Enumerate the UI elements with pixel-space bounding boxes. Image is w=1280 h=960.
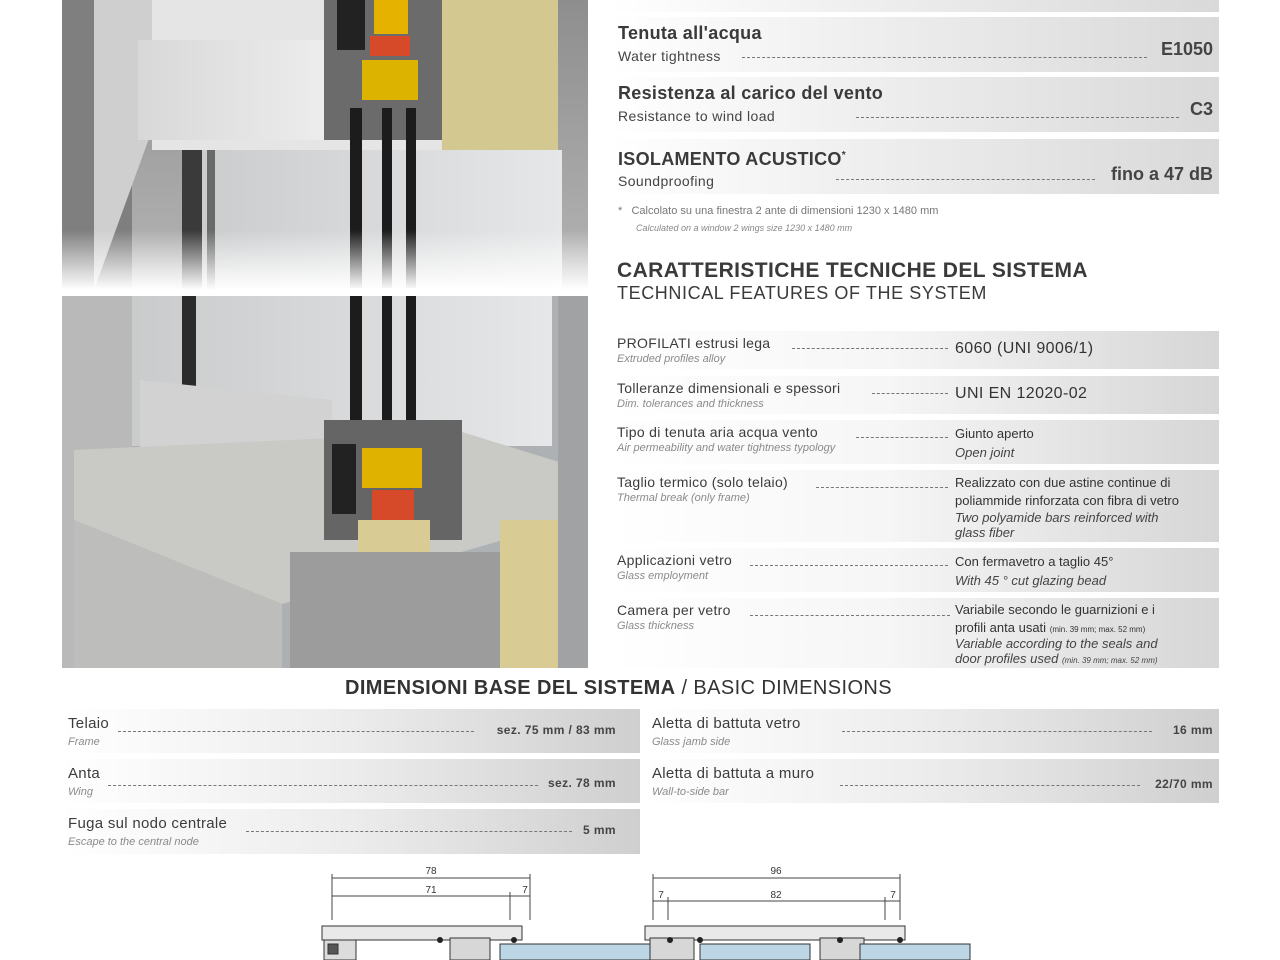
performance-label-it: Resistenza al carico del vento: [618, 83, 884, 103]
tech-label-it: Camera per vetro: [617, 602, 731, 618]
dimension-label-it: Aletta di battuta vetro: [652, 715, 801, 732]
dimension-row-central-node: [62, 809, 640, 854]
tech-row-glass-thickness: [612, 598, 1219, 668]
tech-label-it: PROFILATI estrusi lega: [617, 335, 771, 351]
dotted-leader: [118, 731, 474, 732]
tech-value-en-line: door profiles used (min. 39 mm; max. 52 mm): [955, 651, 1158, 666]
dimension-label-it: Telaio: [68, 715, 109, 732]
dimension-label-it: Aletta di battuta a muro: [652, 765, 815, 782]
dotted-leader: [750, 615, 950, 616]
footnote-it: * Calcolato su una finestra 2 ante di dimensioni 1230 x 1480 mm: [618, 205, 939, 217]
drawing-label: 96: [770, 866, 782, 877]
dimension-label-en: Glass jamb side: [652, 736, 731, 748]
tech-value: 6060 (UNI 9006/1): [955, 340, 1094, 357]
tech-label-it: Applicazioni vetro: [617, 552, 733, 568]
tech-value-en: Open joint: [955, 445, 1015, 460]
dotted-leader: [792, 348, 948, 349]
performance-value: C3: [1189, 99, 1213, 119]
tech-value-line: Realizzato con due astine continue di: [955, 475, 1171, 490]
tech-label-en: Dim. tolerances and thickness: [617, 398, 764, 410]
dimension-label-it: Anta: [68, 765, 101, 782]
dimension-value: sez. 75 mm / 83 mm: [496, 723, 616, 737]
performance-row-partial: [612, 0, 1219, 12]
dotted-leader: [842, 731, 1152, 732]
tech-value-en-line: glass fiber: [955, 525, 1015, 540]
drawing-label: 71: [425, 885, 437, 896]
dimension-value: 16 mm: [1172, 723, 1213, 737]
tech-row-tolerances: [612, 376, 1219, 414]
tech-label-en: Glass thickness: [617, 620, 695, 632]
dimension-label-it: Fuga sul nodo centrale: [68, 815, 228, 832]
tech-value-en-line: Two polyamide bars reinforced with: [955, 510, 1159, 525]
performance-label-en: Soundproofing: [618, 173, 715, 189]
dimension-row-frame: [62, 709, 640, 753]
tech-row-seal-type: [612, 420, 1219, 464]
performance-row-acoustic: [612, 139, 1219, 194]
tech-label-en: Air permeability and water tightness typology: [617, 442, 836, 454]
tech-value-en-line: Variable according to the seals and: [955, 636, 1158, 651]
tech-value-line: poliammide rinforzata con fibra di vetro: [955, 493, 1179, 508]
dotted-leader: [816, 487, 948, 488]
drawing-label: 82: [770, 890, 782, 901]
dimension-row-wing: [62, 759, 640, 803]
tech-value: UNI EN 12020-02: [955, 385, 1088, 402]
tech-label-en: Extruded profiles alloy: [617, 353, 726, 365]
drawing-label: 7: [890, 890, 896, 901]
dimension-row-wall-bar: [646, 759, 1219, 803]
performance-value: E1050: [1160, 39, 1213, 59]
performance-label-en: Water tightness: [618, 48, 721, 64]
performance-value: fino a 47 dB: [1110, 164, 1213, 184]
tech-value-line: profili anta usati (min. 39 mm; max. 52 mm): [955, 620, 1146, 635]
dimension-label-en: Wing: [68, 786, 93, 798]
dotted-leader: [856, 117, 1179, 118]
dimension-label-en: Escape to the central node: [68, 836, 199, 848]
tech-label-it: Tolleranze dimensionali e spessori: [617, 380, 841, 396]
dimension-label-en: Frame: [68, 736, 100, 748]
performance-label-en: Resistance to wind load: [618, 108, 776, 124]
footnote-marker: *: [841, 150, 846, 161]
tech-row-alloy: [612, 331, 1219, 369]
drawing-label: 7: [658, 890, 664, 901]
dimension-value: 22/70 mm: [1155, 777, 1213, 791]
dimension-label-en: Wall-to-side bar: [652, 786, 729, 798]
dimension-value: 5 mm: [583, 823, 616, 837]
basic-dimensions-title: DIMENSIONI BASE DEL SISTEMA / BASIC DIMENSIONS: [345, 677, 893, 699]
dotted-leader: [856, 437, 948, 438]
tech-value-en: With 45 ° cut glazing bead: [955, 573, 1107, 588]
dotted-leader: [246, 831, 572, 832]
tech-label-en: Glass employment: [617, 570, 709, 582]
footnote-en: Calculated on a window 2 wings size 1230 x 1480 mm: [636, 223, 853, 233]
performance-label-it: ISOLAMENTO ACUSTICO*: [618, 149, 846, 169]
dimension-value: sez. 78 mm: [547, 776, 616, 790]
tech-value: Con fermavetro a taglio 45°: [955, 554, 1114, 569]
tech-row-thermal-break: [612, 470, 1219, 542]
profile-section-drawing: [300, 860, 990, 960]
performance-row-water: [612, 17, 1219, 72]
window-section-illustration: [62, 0, 588, 668]
dotted-leader: [872, 393, 948, 394]
tech-value: Giunto aperto: [955, 426, 1034, 441]
performance-label-it: Tenuta all'acqua: [618, 23, 762, 43]
tech-row-glass-employment: [612, 548, 1219, 592]
performance-row-wind: [612, 77, 1219, 132]
dimension-row-glass-jamb: [646, 709, 1219, 753]
drawing-label: 78: [425, 866, 437, 877]
technical-features-title: CARATTERISTICHE TECNICHE DEL SISTEMA: [617, 259, 1088, 282]
dotted-leader: [750, 565, 948, 566]
dotted-leader: [840, 785, 1140, 786]
dotted-leader: [108, 785, 538, 786]
tech-label-it: Taglio termico (solo telaio): [617, 474, 789, 490]
tech-value-line: Variabile secondo le guarnizioni e i: [955, 602, 1155, 617]
dotted-leader: [836, 179, 1095, 180]
tech-label-it: Tipo di tenuta aria acqua vento: [617, 424, 819, 440]
drawing-label: 7: [522, 885, 528, 896]
tech-label-en: Thermal break (only frame): [617, 492, 750, 504]
dotted-leader: [742, 57, 1147, 58]
technical-features-subtitle: TECHNICAL FEATURES OF THE SYSTEM: [617, 283, 987, 303]
